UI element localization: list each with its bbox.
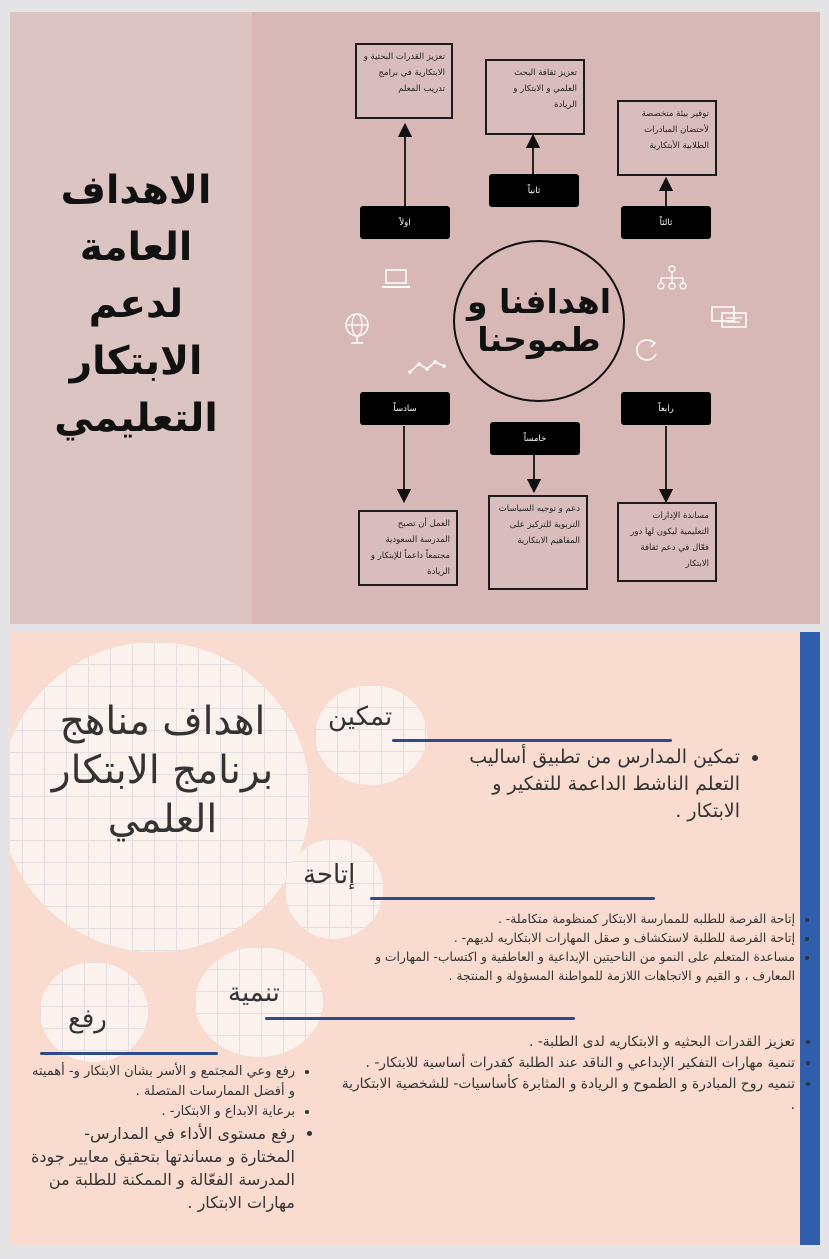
rafa-item: • برعاية الابداع و الابتكار- . [25,1102,295,1122]
goal-box-5: دعم و توجيه السياسات التربوية للتركيز على المفاهيم الابتكارية [488,495,588,590]
rafa-item: • رفع وعي المجتمع و الأسر بشان الابتكار و- أهميته و أفضل الممارسات المتصلة . [25,1062,295,1102]
globe-icon [343,312,371,346]
list-rafa [25,1062,315,1214]
slide1-title: الاهداف العامة لدعم الابتكار التعليمي [54,168,218,441]
list-tamkeen [450,744,760,825]
refresh-icon [634,337,660,363]
heading-tanmiya: تنمية [228,978,280,1008]
goal-label-2: ثانياً [489,174,579,207]
goal-label-4: رابعاً [621,392,711,425]
rafa-item: • رفع مستوى الأداء في المدارس- المختارة و مساندتها بتحقيق معايير جودة المدرسة الفعّالة و الممكنة للطلبة من مهارات الابتكار . [25,1122,295,1214]
hierarchy-icon [656,265,688,291]
underline-tamkeen [392,739,672,742]
laptop-icon [381,268,411,290]
slide-curriculum-goals [10,632,820,1245]
heading-tamkeen: تمكين [328,702,393,732]
goal-label-6: سادساً [360,392,450,425]
list-itaha [370,910,815,986]
goal-label-3: ثالثاً [621,206,711,239]
underline-rafa [40,1052,218,1055]
tamkeen-item: • تمكين المدارس من تطبيق أساليب التعلم الناشط الداعمة للتفكير و الابتكار . [450,744,740,825]
slide2-title: اهداف مناهج برنامج الابتكار العلمي [51,699,274,842]
goal-box-3: توفير بيئة متخصصة لأحتضان المبادرات الطلابية الأبتكارية [617,100,717,176]
itaha-item: • إتاحة الفرصة للطلبة لاستكشاف و صقل المهارات الابتكاريه لديهم- . [370,929,795,948]
tanmiya-item: • تعزيز القدرات البحثيه و الابتكاريه لدى الطلبة- . [335,1032,795,1053]
tanmiya-item: • تنمية مهارات التفكير الإبداعي و الناقد عند الطلبة كقدرات أساسية للابتكار- . [335,1053,795,1074]
goal-label-5: خامساً [490,422,580,455]
tanmiya-item: • تنميه روح المبادرة و الطموح و الريادة و المثابرة كأساسيات- للشخصية الابتكارية . [335,1074,795,1116]
goal-box-4: مساندة الإدارات التعليمية ليكون لها دور فعّال في دعم ثقافة الابتكار [617,502,717,582]
goal-box-1: تعزيز القدرات البحثية و الابتكارية في برامج تدريب المعلم [355,43,453,119]
itaha-item: • إتاحة الفرصة للطلبه للممارسة الابتكار كمنظومة متكاملة- . [370,910,795,929]
trend-line-icon [408,358,446,376]
underline-tanmiya [265,1017,575,1020]
goal-label-1: اولاً [360,206,450,239]
blob-tamkeen [315,685,427,785]
list-tanmiya [335,1032,815,1116]
heading-itaha: إتاحة [303,860,356,890]
slide-goals-map [10,12,820,624]
center-circle: اهدافنا و طموحنا [453,240,625,402]
chat-icon [710,305,748,331]
goal-box-6: العمل أن تصبح المدرسة السعودية مجتمعاً داعماً للإبتكار و الريادة [358,510,458,586]
goal-box-2: تعزيز ثقافة البحث العلمي و الابتكار و الريادة [485,59,585,135]
heading-rafa: رفع [68,1004,107,1034]
itaha-item: • مساعدة المتعلم على النمو من الناحيتين الإبداعية و العاطفية و اكتساب- المهارات و المعارف ، و القيم و الاتجاهات اللازمة للمواطنة المسؤولة و المنتجة . [370,948,795,986]
underline-itaha [370,897,655,900]
